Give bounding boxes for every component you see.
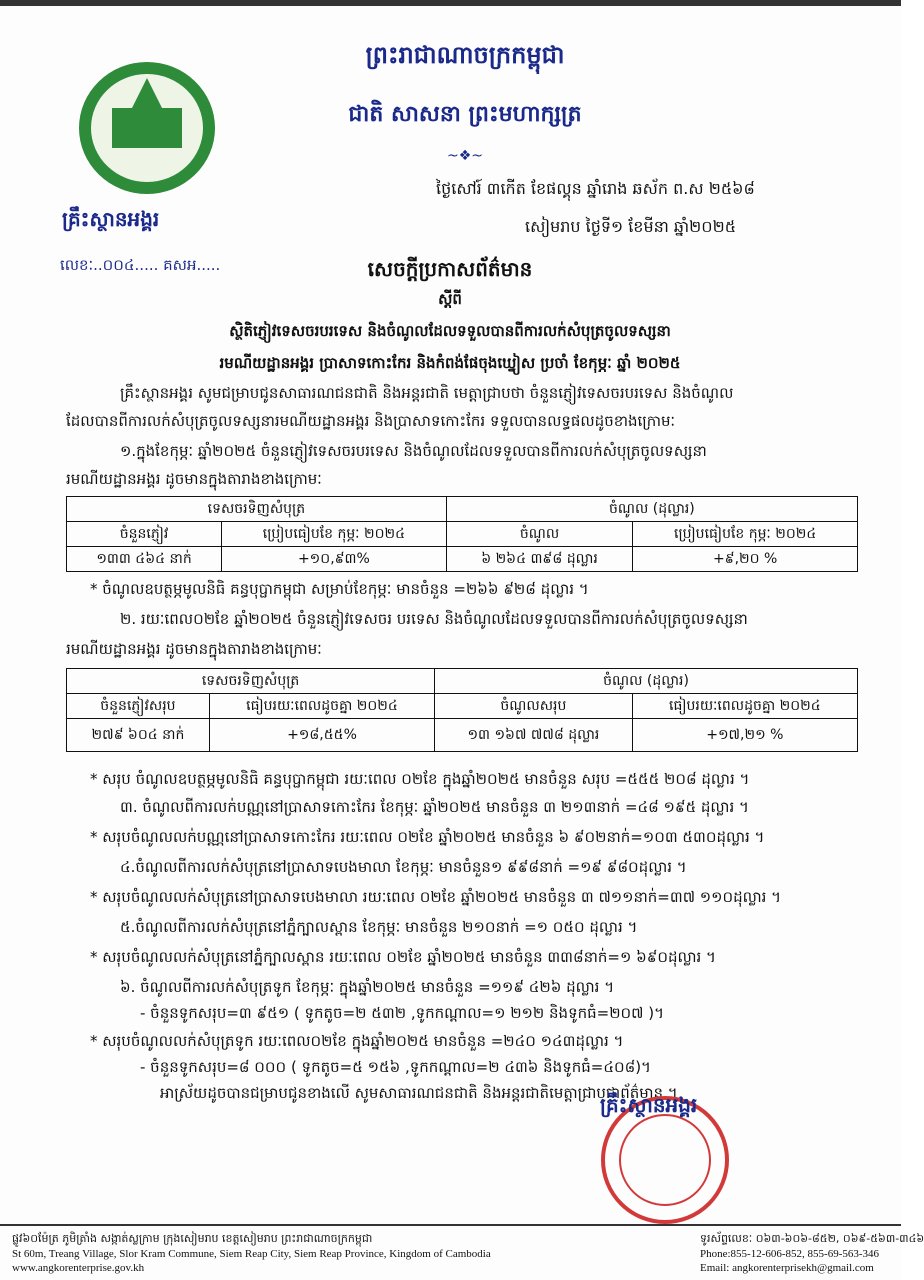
title-line-2: រមណីយដ្ឋានអង្គរ ប្រាសាទកោះកែរ និងកំពង់ផែចុងឃ្នៀស ប្រចាំ ខែកុម្ភៈ ឆ្នាំ ២០២៥ — [219, 354, 681, 372]
date: សៀមរាប ថ្ងៃទី១ ខែមីនា ឆ្នាំ២០២៥ — [525, 217, 737, 236]
body-line: * សរុបចំណូលលក់បណ្ណនៅប្រាសាទកោះកែរ រយៈពេល ០២ខែ ឆ្នាំ២០២៥ មានចំនួន ៦ ៩០២នាក់=១០៣ ៥៣០ដុល្លារ ។ — [90, 828, 765, 846]
column-header: ចំនួនភ្ញៀវសរុប — [67, 694, 210, 719]
cell: ២៧៩ ៦០៤ នាក់ — [67, 719, 210, 752]
ornament-icon: ~❖~ — [446, 148, 483, 164]
body-line: * សរុប ចំណូលឧបត្ថម្ភមូលនិធិ គន្ធបុប្ផាកម្ពុជា រយៈពេល ០២ខែ ក្នុងឆ្នាំ២០២៥ មានចំនួន សរុប =៥៥៥ ២០៨ ដុល្លារ ។ — [90, 770, 750, 788]
table-row — [67, 547, 858, 572]
title-line-1: ស្ថិតិភ្ញៀវទេសចរបរទេស និងចំណូលដែលទទួលបានពីការលក់សំបុត្រចូលទស្សនា — [229, 322, 671, 340]
body-line: - ចំនួនទូកសរុប=៨ ០០០ ( ទូកតូច=៥ ១៥៦ ,ទូកកណ្តាល=២ ៤៣៦ និងទូកធំ=៤០៨)។ — [140, 1058, 651, 1076]
section-1-line: រមណីយដ្ឋានអង្គរ ដូចមានក្នុងតារាងខាងក្រោមៈ — [66, 470, 322, 488]
body-line: * សរុបចំណូលលក់សំបុត្រនៅប្រាសាទបេងមាលា រយៈពេល ០២ខែ ឆ្នាំ២០២៥ មានចំនួន ៣ ៧១១នាក់=៣៧ ១១០ដុល្លារ ។ — [90, 888, 782, 906]
body-line: អាស្រ័យដូចបានជម្រាបជូនខាងលើ សូមសាធារណជនជាតិ និងអន្តរជាតិមេត្តាជ្រាបជាព័ត៌មាន ។ — [160, 1084, 678, 1102]
table-row — [67, 719, 858, 752]
column-header: ចំណូល — [446, 522, 633, 547]
table-header-row — [67, 694, 858, 719]
table-february — [66, 496, 858, 572]
kingdom-heading: ព្រះរាជាណាចក្រកម្ពុជា — [365, 41, 565, 69]
table-two-months — [66, 668, 858, 752]
footer-address-km: ផ្លូវ៦០ម៉ែត្រ ភូមិត្រាំង សង្កាត់ស្លក្រាម ក្រុងសៀមរាប ខេត្តសៀមរាប ព្រះរាជាណាចក្រកម្ពុជា — [12, 1232, 373, 1245]
body-line: ៣. ចំណូលពីការលក់បណ្ណនៅប្រាសាទកោះកែរ ខែកុម្ភៈ ឆ្នាំ២០២៥ មានចំនួន ៣ ២១៣នាក់ =៤៨ ១៩៥ ដុល្លារ ។ — [120, 798, 749, 816]
lunar-date: ថ្ងៃសៅរ៍ ៣កើត ខែផល្គុន ឆ្នាំរោង ឆស័ក ព.ស ២៥៦៨ — [436, 179, 755, 198]
group-header: ចំណូល (ដុល្លារ) — [446, 497, 857, 522]
cell: +៩,២០ % — [633, 547, 858, 572]
footer-website[interactable]: www.angkorenterprise.gov.kh — [12, 1262, 145, 1274]
reference-number: លេខៈ..០០៤..... គសអ..... — [60, 256, 221, 274]
cell: +១០,៩៣% — [222, 547, 447, 572]
table-header-row — [67, 522, 858, 547]
footer-address-en: St 60m, Treang Village, Slor Kram Commune, Siem Reap City, Siem Reap Province, Kingdom of Cambodia — [12, 1248, 491, 1260]
column-header: ចំណូលសរុប — [435, 694, 633, 719]
angkor-enterprise-logo — [72, 58, 222, 198]
doc-title: សេចក្តីប្រកាសព័ត៌មាន — [367, 257, 533, 281]
footer-email[interactable]: Email: angkorenterprisekh@gmail.com — [700, 1262, 874, 1274]
group-header: ទេសចរទិញសំបុត្រ — [67, 497, 447, 522]
section-1-line: ១.ក្នុងខែកុម្ភៈ ឆ្នាំ២០២៥ ចំនួនភ្ញៀវទេសចរបរទេស និងចំណូលដែលទទួលបានពីការលក់សំបុត្រចូលទស្សនា — [120, 442, 707, 460]
doc-subtitle: ស្តីពី — [438, 290, 462, 308]
cell: ១៣៣ ៤៦៤ នាក់ — [67, 547, 222, 572]
column-header: ប្រៀបធៀបខែ កុម្ភៈ ២០២៤ — [633, 522, 858, 547]
section-2-line: ២. រយៈពេល០២ខែ ឆ្នាំ២០២៥ ចំនួនភ្ញៀវទេសចរ បរទេស និងចំណូលដែលទទួលបានពីការលក់សំបុត្រចូលទស្សនា — [120, 610, 748, 628]
table-group-header-row — [67, 669, 858, 694]
motto: ជាតិ សាសនា ព្រះមហាក្សត្រ — [348, 102, 582, 127]
signature-org: គ្រឹះស្ថានអង្គរ — [600, 1093, 698, 1117]
column-header: ធៀបរយៈពេលដូចគ្នា ២០២៤ — [632, 694, 857, 719]
cell: ៦ ២៦៤ ៣៩៨ ដុល្លារ — [446, 547, 633, 572]
body-line: * សរុបចំណូលលក់សំបុត្រនៅភ្នំក្បាលស្ពាន រយៈពេល ០២ខែ ឆ្នាំ២០២៥ មានចំនួន ៣៣៨នាក់=១ ៦៩០ដុល្លារ ។ — [90, 948, 716, 966]
footer-divider — [0, 1224, 901, 1226]
column-header: ធៀបរយៈពេលដូចគ្នា ២០២៤ — [209, 694, 434, 719]
footer-phone-km: ទូរស័ព្ទលេខៈ ០៦៣-៦០៦-៨៥២, ០៦៩-៥៦៣-៣៤៦ — [700, 1232, 924, 1245]
section-2-line: រមណីយដ្ឋានអង្គរ ដូចមានក្នុងតារាងខាងក្រោមៈ — [66, 640, 322, 658]
cell: +១៨,៥៥% — [209, 719, 434, 752]
intro-line: ដែលបានពីការលក់សំបុត្រចូលទស្សនារមណីយដ្ឋានអង្គរ និងប្រាសាទកោះកែរ ទទួលបានលទ្ធផលដូចខាងក្រោមៈ — [66, 412, 676, 430]
body-line: * សរុបចំណូលលក់សំបុត្រទូក រយៈពេល០២ខែ ក្នុងឆ្នាំ២០២៥ មានចំនួន =២៤០ ១៤៣ដុល្លារ ។ — [90, 1032, 624, 1050]
body-line: ៦. ចំណូលពីការលក់សំបុត្រទូក ខែកុម្ភៈ ក្នុងឆ្នាំ២០២៥ មានចំនួន =១១៩ ៤២៦ ដុល្លារ ។ — [120, 978, 615, 996]
body-line: - ចំនួនទូកសរុប=៣ ៩៥១ ( ទូកតូច=២ ៥៣២ ,ទូកកណ្តាល=១ ២១២ និងទូកធំ=២០៧ )។ — [140, 1004, 664, 1022]
column-header: ប្រៀបធៀបខែ កុម្ភៈ ២០២៤ — [222, 522, 447, 547]
body-line: ៥.ចំណូលពីការលក់សំបុត្រនៅភ្នំក្បាលស្ពាន ខែកុម្ភៈ មានចំនួន ២១០នាក់ =១ ០៥០ ដុល្លារ ។ — [120, 918, 638, 936]
table-group-header-row — [67, 497, 858, 522]
group-header: ចំណូល (ដុល្លារ) — [435, 669, 858, 694]
cell: +១៧,២១ % — [632, 719, 857, 752]
group-header: ទេសចរទិញសំបុត្រ — [67, 669, 435, 694]
note: * ចំណូលឧបត្ថម្ភមូលនិធិ គន្ធបុប្ផាកម្ពុជា សម្រាប់ខែកុម្ភៈ មានចំនួន =២៦៦ ៩២៨ ដុល្លារ ។ — [90, 580, 589, 598]
scan-border-top — [0, 0, 901, 6]
org-name: គ្រឹះស្ថានអង្គរ — [62, 207, 160, 231]
body-line: ៤.ចំណូលពីការលក់សំបុត្រនៅប្រាសាទបេងមាលា ខែកុម្ភៈ មានចំនួន១ ៩៩៨នាក់ =១៩ ៩៨០ដុល្លារ ។ — [120, 858, 687, 876]
column-header: ចំនួនភ្ញៀវ — [67, 522, 222, 547]
footer-phone: Phone:855-12-606-852, 855-69-563-346 — [700, 1248, 880, 1260]
cell: ១៣ ១៦៧ ៧៧៨ ដុល្លារ — [435, 719, 633, 752]
intro-line: គ្រឹះស្ថានអង្គរ សូមជម្រាបជូនសាធារណជនជាតិ និងអន្តរជាតិ មេត្តាជ្រាបថា ចំនួនភ្ញៀវទេសចរបរទេស និងចំណូល — [120, 384, 734, 402]
